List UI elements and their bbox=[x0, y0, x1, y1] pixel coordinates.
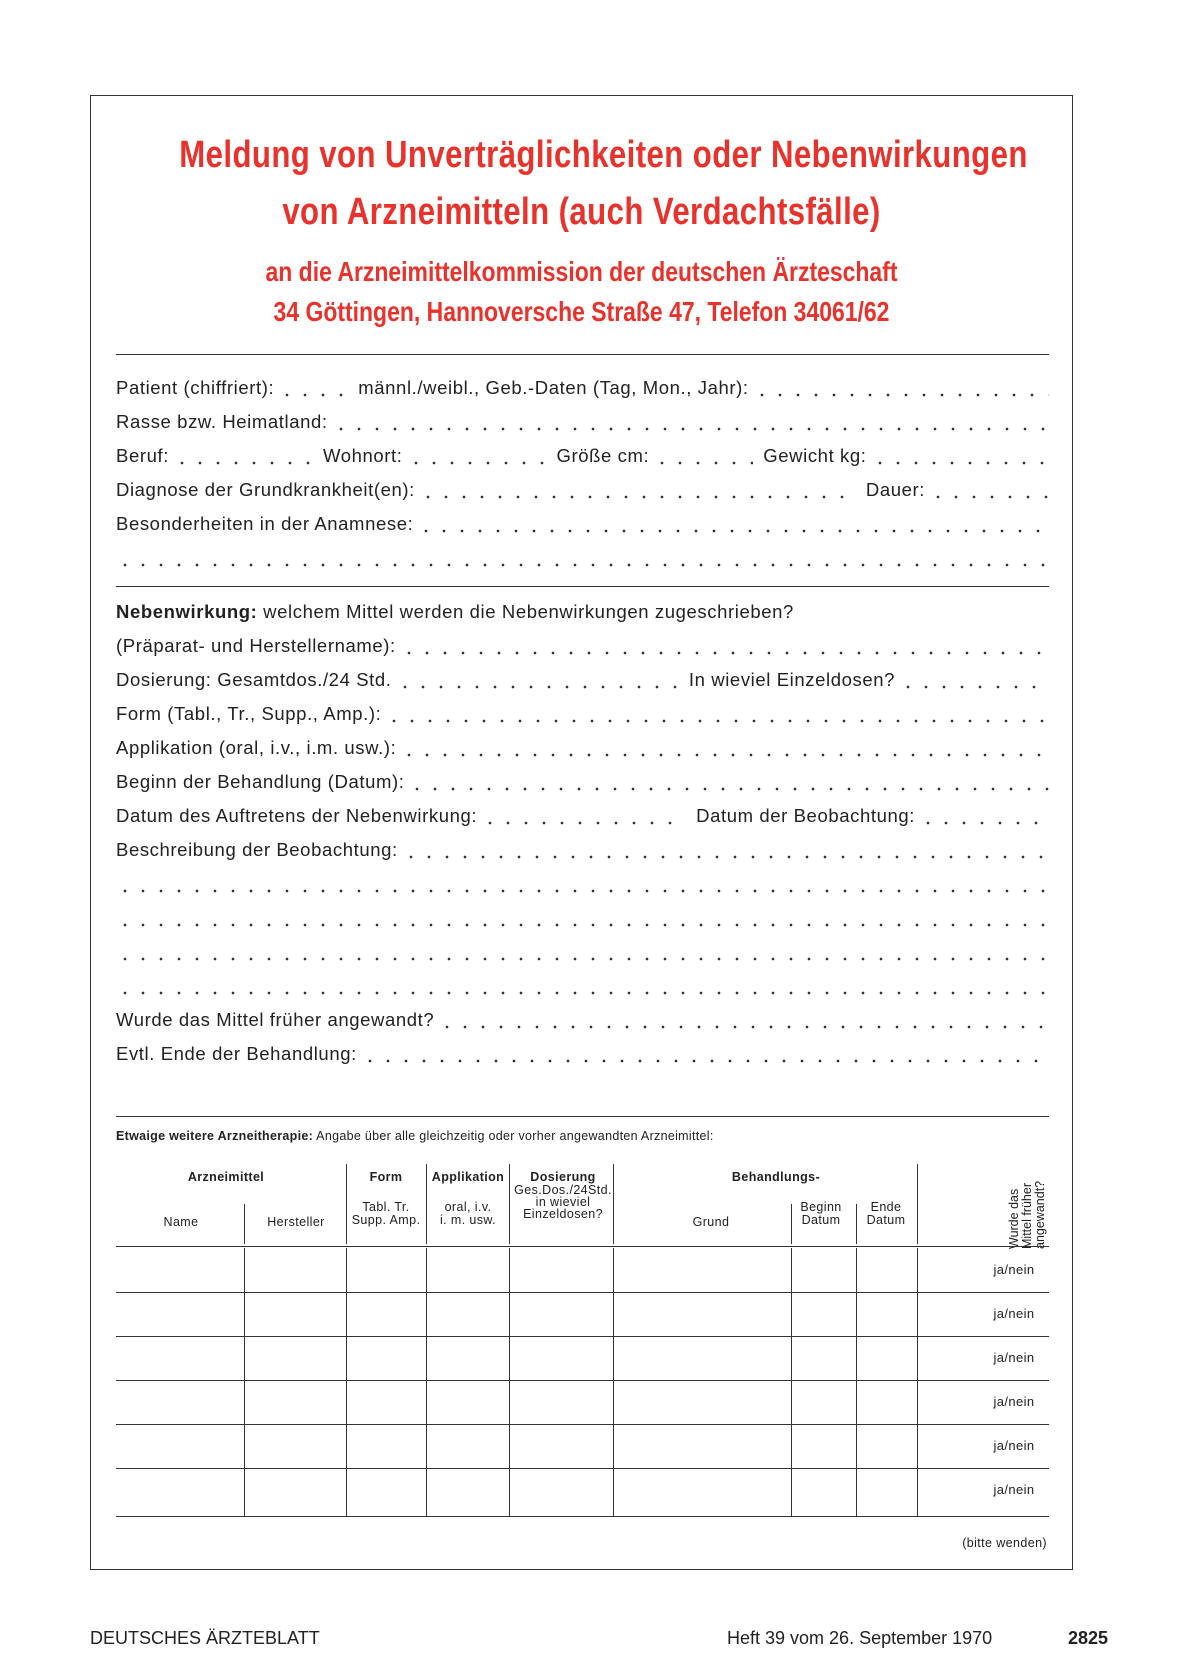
end-row bbox=[116, 1042, 1049, 1066]
col-applikation: Applikation bbox=[431, 1170, 505, 1184]
race-field[interactable] bbox=[332, 418, 1049, 432]
occurrence-row bbox=[116, 804, 1049, 828]
application-field[interactable] bbox=[400, 744, 1049, 758]
diagnosis-row bbox=[116, 478, 1049, 502]
description-line-3 bbox=[116, 906, 1049, 930]
earlier-label: Wurde das Mittel früher angewandt? bbox=[116, 1009, 435, 1030]
issue-info: Heft 39 vom 26. September 1970 bbox=[727, 1628, 993, 1648]
start-label: Beginn der Behandlung (Datum): bbox=[116, 771, 405, 792]
turn-over-note: (bitte wenden) bbox=[962, 1536, 1047, 1550]
weight-label: Gewicht kg: bbox=[763, 445, 867, 466]
earlier-row bbox=[116, 1008, 1049, 1032]
anamnesis-field[interactable] bbox=[417, 520, 1049, 534]
height-label: Größe cm: bbox=[556, 445, 650, 466]
col-grund: Grund bbox=[692, 1215, 730, 1229]
race-label: Rasse bzw. Heimatland: bbox=[116, 411, 328, 432]
side-effect-title bbox=[116, 600, 1049, 624]
col-dos-sub-3: Einzeldosen? bbox=[523, 1207, 603, 1221]
description-field-4[interactable] bbox=[116, 948, 1049, 962]
col-dos-sub-2: in wieviel bbox=[535, 1195, 591, 1209]
race-row bbox=[116, 410, 1049, 434]
table-row-yes-no[interactable]: ja/nein bbox=[993, 1482, 1035, 1497]
prep-row bbox=[116, 634, 1049, 658]
description-line-5 bbox=[116, 974, 1049, 998]
start-row bbox=[116, 770, 1049, 794]
residence-field[interactable] bbox=[407, 452, 547, 466]
col-hersteller: Hersteller bbox=[267, 1215, 325, 1229]
application-label: Applikation (oral, i.v., i.m. usw.): bbox=[116, 737, 397, 758]
col-appl-sub-1: oral, i.v. bbox=[444, 1200, 492, 1214]
prep-field[interactable] bbox=[400, 642, 1049, 656]
divider bbox=[116, 354, 1049, 355]
description-field-3[interactable] bbox=[116, 914, 1049, 928]
form-label: Form (Tabl., Tr., Supp., Amp.): bbox=[116, 703, 382, 724]
anamnesis-field-2[interactable] bbox=[116, 554, 1049, 568]
observation-date-label: Datum der Beobachtung: bbox=[696, 805, 915, 826]
table-row-yes-no[interactable]: ja/nein bbox=[993, 1438, 1035, 1453]
prep-label: (Präparat- und Herstellername): bbox=[116, 635, 396, 656]
dose-row bbox=[116, 668, 1049, 692]
col-form-sub-2: Supp. Amp. bbox=[351, 1213, 421, 1227]
col-frueher bbox=[1007, 1169, 1047, 1249]
observation-date-field[interactable] bbox=[919, 812, 1049, 826]
sex-dob-field[interactable] bbox=[753, 384, 1049, 398]
residence-label: Wohnort: bbox=[322, 445, 403, 466]
description-field-5[interactable] bbox=[116, 982, 1049, 996]
form-field[interactable] bbox=[385, 710, 1049, 724]
divider bbox=[116, 586, 1049, 587]
job-label: Beruf: bbox=[116, 445, 169, 466]
description-field-2[interactable] bbox=[116, 880, 1049, 894]
description-field[interactable] bbox=[402, 846, 1049, 860]
col-frueher-2: Mittel früher bbox=[1020, 1183, 1034, 1249]
table-caption-bold: Etwaige weitere Arzneitherapie: bbox=[116, 1129, 314, 1143]
table-row-yes-no[interactable]: ja/nein bbox=[993, 1306, 1035, 1321]
dose-label: Dosierung: Gesamtdos./24 Std. bbox=[116, 669, 392, 690]
anamnesis-continuation bbox=[116, 546, 1049, 570]
col-form-sub-1: Tabl. Tr. bbox=[362, 1200, 410, 1214]
table-row-yes-no[interactable]: ja/nein bbox=[993, 1262, 1035, 1277]
job-field[interactable] bbox=[173, 452, 313, 466]
col-dosierung: Dosierung bbox=[530, 1170, 596, 1184]
patient-field[interactable] bbox=[278, 384, 348, 398]
patient-label: Patient (chiffriert): bbox=[116, 377, 275, 398]
diagnosis-field[interactable] bbox=[419, 486, 856, 500]
col-dos-sub-1: Ges.Dos./24Std. bbox=[514, 1183, 612, 1197]
col-appl-sub-2: i. m. usw. bbox=[439, 1213, 497, 1227]
side-effect-title-bold: Nebenwirkung: bbox=[116, 601, 258, 622]
form-row bbox=[116, 702, 1049, 726]
duration-field[interactable] bbox=[929, 486, 1049, 500]
side-effect-title-text: welchem Mittel werden die Nebenwirkungen zugeschrieben? bbox=[257, 601, 794, 622]
page-number: 2825 bbox=[1068, 1628, 1109, 1648]
occurrence-label: Datum des Auftretens der Nebenwirkung: bbox=[116, 805, 478, 826]
description-label: Beschreibung der Beobachtung: bbox=[116, 839, 398, 860]
col-behandlung: Behandlungs- bbox=[731, 1170, 821, 1184]
single-doses-label: In wieviel Einzeldosen? bbox=[688, 669, 895, 690]
description-row bbox=[116, 838, 1049, 862]
description-line-2 bbox=[116, 872, 1049, 896]
form-title-line-1: Meldung von Unverträglichkeiten oder Nebenwirkungen bbox=[179, 134, 1028, 176]
col-frueher-1: Wurde das bbox=[1007, 1188, 1021, 1249]
weight-field[interactable] bbox=[871, 452, 1049, 466]
dose-field[interactable] bbox=[396, 676, 679, 690]
end-label: Evtl. Ende der Behandlung: bbox=[116, 1043, 357, 1064]
col-name: Name bbox=[163, 1215, 199, 1229]
description-line-4 bbox=[116, 940, 1049, 964]
recipient-line: an die Arzneimittelkommission der deutschen Ärzteschaft bbox=[265, 256, 898, 287]
address-line: 34 Göttingen, Hannoversche Straße 47, Telefon 34061/62 bbox=[273, 296, 890, 327]
table-row-yes-no[interactable]: ja/nein bbox=[993, 1350, 1035, 1365]
col-form: Form bbox=[369, 1170, 403, 1184]
application-row bbox=[116, 736, 1049, 760]
journal-name: DEUTSCHES ÄRZTEBLATT bbox=[90, 1628, 320, 1648]
end-field[interactable] bbox=[361, 1050, 1049, 1064]
table-caption bbox=[116, 1129, 714, 1143]
col-ende-2: Datum bbox=[866, 1213, 906, 1227]
col-ende-1: Ende bbox=[870, 1200, 902, 1214]
job-row bbox=[116, 444, 1049, 468]
height-field[interactable] bbox=[653, 452, 753, 466]
occurrence-field[interactable] bbox=[481, 812, 686, 826]
table-row-yes-no[interactable]: ja/nein bbox=[993, 1394, 1035, 1409]
col-beginn-1: Beginn bbox=[800, 1200, 842, 1214]
anamnesis-label: Besonderheiten in der Anamnese: bbox=[116, 513, 414, 534]
col-frueher-3: angewandt? bbox=[1033, 1180, 1047, 1249]
report-form bbox=[90, 95, 1073, 1570]
earlier-field[interactable] bbox=[438, 1016, 1049, 1030]
duration-label: Dauer: bbox=[865, 479, 925, 500]
start-field[interactable] bbox=[408, 778, 1049, 792]
single-doses-field[interactable] bbox=[899, 676, 1049, 690]
divider bbox=[116, 1116, 1049, 1117]
table-caption-text: Angabe über alle gleichzeitig oder vorher angewandten Arzneimittel: bbox=[313, 1129, 714, 1143]
col-arzneimittel: Arzneimittel bbox=[187, 1170, 265, 1184]
form-title-line-2: von Arzneimitteln (auch Verdachtsfälle) bbox=[282, 191, 881, 233]
anamnesis-row bbox=[116, 512, 1049, 536]
patient-row bbox=[116, 376, 1049, 400]
sex-dob-label: männl./weibl., Geb.-Daten (Tag, Mon., Jahr): bbox=[358, 377, 749, 398]
diagnosis-label: Diagnose der Grundkrankheit(en): bbox=[116, 479, 415, 500]
col-beginn-2: Datum bbox=[801, 1213, 841, 1227]
